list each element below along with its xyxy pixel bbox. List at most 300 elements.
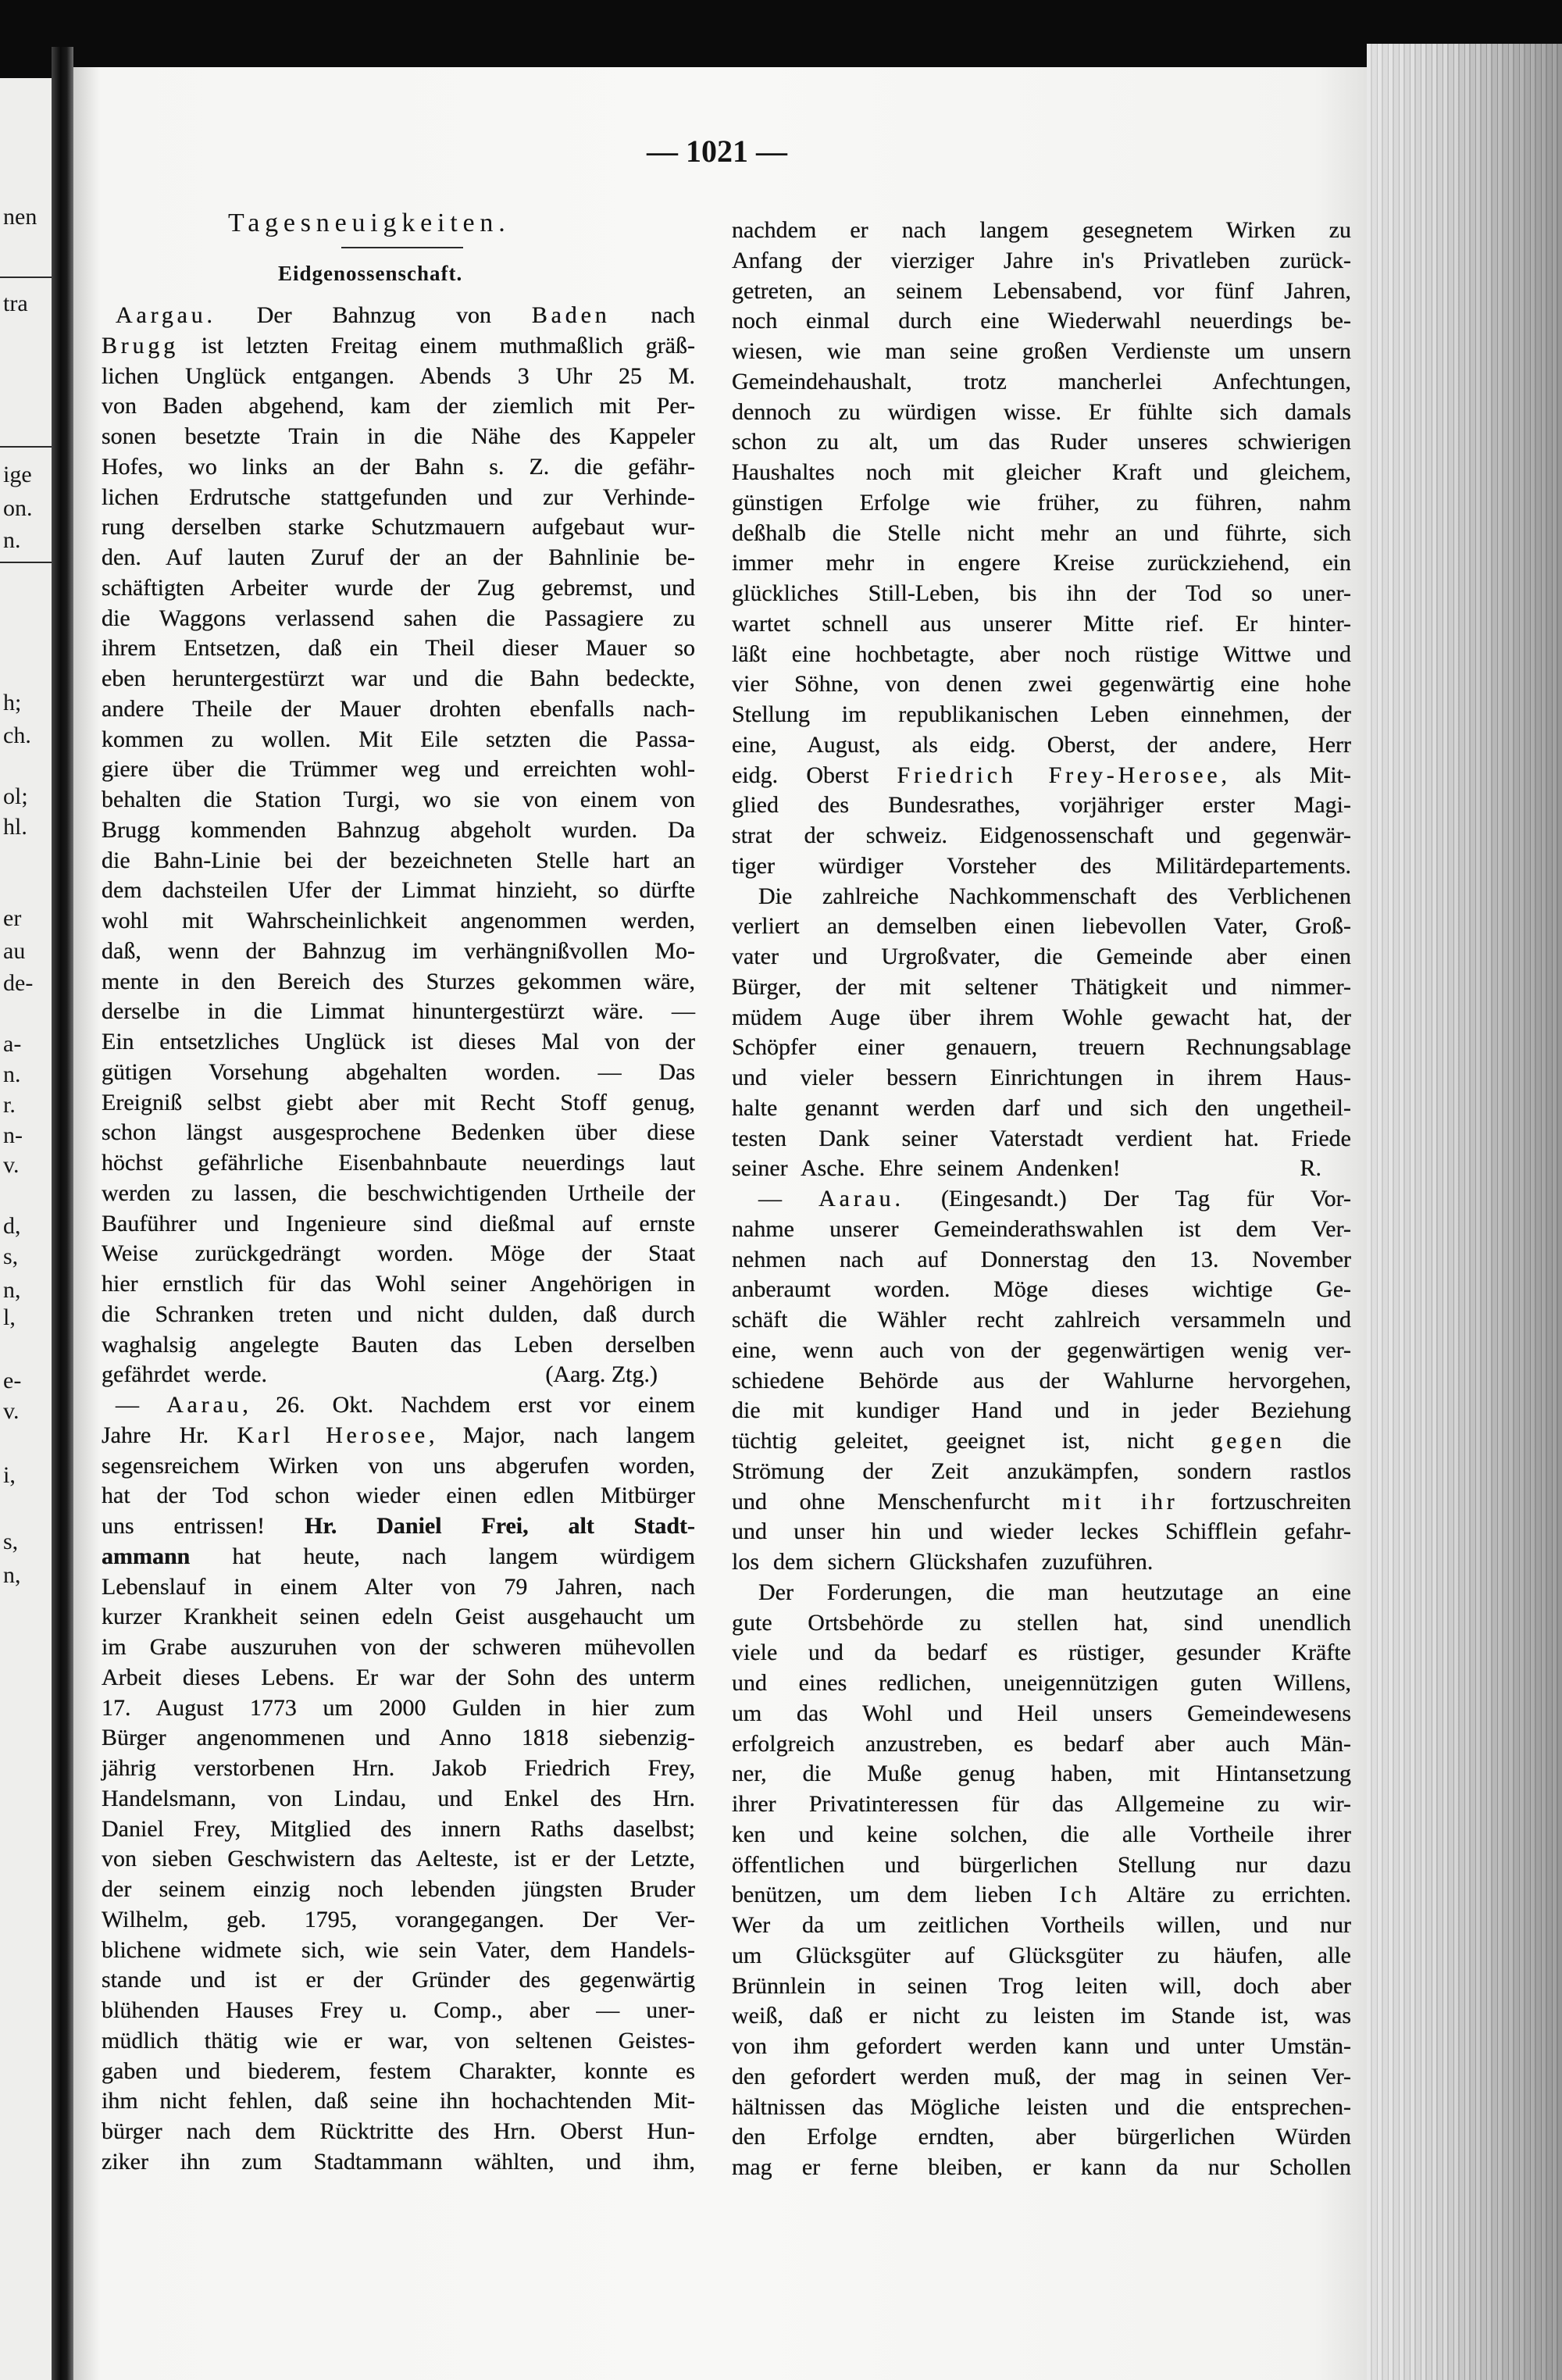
- line-text: Bürger, der mit seltener Thätigkeit und nimmer-: [732, 973, 1351, 1000]
- line-text: die: [1285, 1428, 1351, 1454]
- line-text: derselbe in die Limmat hinuntergestürzt wäre. —: [102, 998, 695, 1025]
- right-column-line: [732, 1154, 1351, 1184]
- left-column-line: [102, 1905, 695, 1936]
- line-text: , als Mit-: [1221, 762, 1351, 788]
- line-text: vier Söhne, von denen zwei gegenwärtig eine hohe: [732, 671, 1351, 698]
- right-column-line: [732, 427, 1351, 458]
- emphasized-text: gegen: [1211, 1428, 1286, 1454]
- line-text: gaben und biederem, festem Charakter, konnte es: [102, 2057, 695, 2084]
- previous-page-fragment: tra: [3, 291, 28, 316]
- line-text: um Glücksgüter auf Glücksgüter zu häufen, alle: [732, 1942, 1351, 1968]
- line-text: testen Dank seiner Vaterstadt verdient hat. Friede: [732, 1125, 1351, 1151]
- emphasized-text: Baden: [531, 302, 611, 328]
- left-column-line: [102, 1814, 695, 1845]
- line-text: seiner Asche. Ehre seinem Andenken!: [732, 1155, 1121, 1182]
- right-column-line: [732, 1094, 1351, 1124]
- right-column-line: [732, 246, 1351, 277]
- line-text: Wer da um zeitlichen Vortheils willen, und nur: [732, 1912, 1351, 1938]
- line-text: ken und keine solchen, die alle Vortheile ihrer: [732, 1821, 1351, 1847]
- line-text: weiß, daß er nicht zu leisten im Stande ist, was: [732, 2003, 1351, 2029]
- right-column-line: [732, 1911, 1351, 1941]
- line-text: Brünnlein in seinen Trog leiten will, doch aber: [732, 1972, 1351, 1999]
- line-text: gefährdet werde.: [102, 1361, 268, 1388]
- bold-text: Hr. Daniel Frei, alt Stadt-: [304, 1513, 695, 1539]
- previous-page-fragment: d,: [3, 1213, 21, 1239]
- left-column-line: [102, 815, 695, 846]
- right-column-line: [732, 548, 1351, 579]
- left-column-line: [102, 1451, 695, 1482]
- left-column-line: [102, 1239, 695, 1269]
- line-text: rung derselben starke Schutzmauern aufgebaut wur-: [102, 514, 695, 541]
- page-stack-shade: [1367, 44, 1562, 2380]
- line-text: ihrem Entsetzen, daß ein Theil dieser Mauer so: [102, 635, 695, 662]
- emphasized-text: Brugg: [102, 332, 179, 359]
- left-column-line: [102, 1179, 695, 1209]
- left-column-line: [102, 1209, 695, 1240]
- line-text: Jahre Hr.: [102, 1422, 237, 1448]
- previous-page-fragment: n-: [3, 1122, 23, 1148]
- line-text: höchst gefährliche Eisenbahnbaute neuerdings laut: [102, 1150, 695, 1176]
- right-column-line: [732, 2062, 1351, 2093]
- left-column-line: [102, 301, 695, 331]
- section-subtitle: Eidgenossenschaft.: [278, 262, 463, 285]
- line-text: müdem Auge über ihrem Wohle gewacht hat, der: [732, 1004, 1351, 1030]
- right-column-line: [732, 1184, 1351, 1215]
- line-text: Schöpfer einer genauern, treuern Rechnungsablage: [732, 1034, 1351, 1061]
- line-text: blühenden Hauses Frey u. Comp., aber — uner-: [102, 1997, 695, 2023]
- emphasized-text: Aarau.: [818, 1186, 904, 1211]
- line-text: schon zu alt, um das Ruder unseres schwierigen: [732, 429, 1351, 455]
- right-column-line: [732, 1729, 1351, 1760]
- line-text: Stellung im republikanischen Leben einnehmen, der: [732, 701, 1351, 727]
- line-text: von Baden abgehend, kam der ziemlich mit Per-: [102, 393, 695, 419]
- left-column-line: [102, 1875, 695, 1905]
- line-text: günstigen Erfolge wie früher, zu führen, nahm: [732, 489, 1351, 516]
- left-column-line: [102, 694, 695, 725]
- right-column-line: [732, 1275, 1351, 1305]
- left-column-line: [102, 633, 695, 664]
- left-column-line: [102, 937, 695, 967]
- right-column-line: [732, 669, 1351, 700]
- line-text: , Major, nach langem: [428, 1422, 695, 1448]
- emphasized-text: Aargau.: [116, 302, 216, 328]
- left-column-line: [102, 452, 695, 483]
- line-text: viele und da bedarf es rüstiger, gesunder Kräfte: [732, 1640, 1351, 1666]
- right-column-line: [732, 821, 1351, 851]
- line-text: bürger nach dem Rücktritte des Hrn. Oberst Hun-: [102, 2118, 695, 2144]
- line-text: eine, August, als eidg. Oberst, der andere, Herr: [732, 731, 1351, 758]
- line-text: Ereigniß selbst giebt aber mit Recht Stoff genug,: [102, 1089, 695, 1115]
- line-text: eben heruntergestürzt war und die Bahn bedeckte,: [102, 665, 695, 691]
- line-text: gute Ortsbehörde zu stellen hat, sind unendlich: [732, 1609, 1351, 1636]
- left-column-line: [102, 422, 695, 452]
- line-text: Brugg kommenden Bahnzug abgeholt wurden. Da: [102, 816, 695, 843]
- left-column-line: [102, 2057, 695, 2087]
- right-column-line: [732, 1366, 1351, 1397]
- previous-page-fragment: l,: [3, 1304, 16, 1330]
- right-column-line: [732, 1396, 1351, 1426]
- left-column-line: [102, 906, 695, 937]
- line-text: vater und Urgroßvater, die Gemeinde aber einen: [732, 944, 1351, 969]
- line-text: schäft die Wähler recht zahlreich versammeln und: [732, 1307, 1351, 1333]
- right-column-line: [732, 2093, 1351, 2123]
- line-text: Die zahlreiche Nachkommenschaft des Verblichenen: [758, 883, 1351, 909]
- left-column-line: [102, 876, 695, 906]
- line-text: Lebenslauf in einem Alter von 79 Jahren, nach: [102, 1573, 695, 1600]
- page-number: — 1021 —: [647, 134, 787, 169]
- line-text: eidg. Oberst: [732, 762, 897, 788]
- line-text: Handelsmann, von Lindau, und Enkel des Hrn.: [102, 1785, 695, 1811]
- right-column-line: [732, 306, 1351, 337]
- previous-page-fragment: n.: [3, 527, 21, 553]
- previous-page-fragment: nen: [3, 204, 37, 230]
- right-column-line: [732, 1850, 1351, 1881]
- right-column-line: [732, 700, 1351, 730]
- line-text: daß, wenn der Bahnzug im verhängnißvollen Mo-: [102, 937, 695, 964]
- right-column-line: [732, 730, 1351, 761]
- right-column-line: [732, 1578, 1351, 1608]
- left-column-line: [102, 512, 695, 543]
- right-column-line: [732, 609, 1351, 640]
- left-column-line: [102, 1693, 695, 1724]
- line-text: hier ernstlich für das Wohl seiner Angehörigen in: [102, 1271, 695, 1297]
- left-column-line: [102, 664, 695, 694]
- line-text: anberaumt worden. Möge dieses wichtige Ge-: [732, 1276, 1351, 1303]
- right-column-line: [732, 1880, 1351, 1911]
- line-text: werden zu lassen, die beschwichtigenden Urtheile der: [102, 1179, 695, 1206]
- line-text: von ihm gefordert werden kann und unter Umstän-: [732, 2033, 1351, 2059]
- line-end-note: R.: [1300, 1155, 1321, 1182]
- previous-page-fragment: ol;: [3, 783, 28, 809]
- line-text: die Schranken treten und nicht dulden, daß durch: [102, 1301, 695, 1327]
- right-column-line: [732, 1245, 1351, 1276]
- right-column-line: [732, 1668, 1351, 1699]
- line-text: strat der schweiz. Eidgenossenschaft und gegenwär-: [732, 822, 1351, 848]
- left-column-line: [102, 543, 695, 573]
- line-text: Bauführer und Ingenieure sind dießmal auf ernste: [102, 1210, 695, 1236]
- left-column-line: [102, 362, 695, 392]
- previous-page-fragment: a-: [3, 1031, 22, 1057]
- left-column-line: [102, 1360, 695, 1390]
- left-column-line: [102, 1027, 695, 1058]
- line-text: ihm nicht fehlen, daß seine ihn hochachtenden Mit-: [102, 2088, 695, 2114]
- line-text: (Eingesandt.) Der Tag für Vor-: [904, 1186, 1351, 1211]
- line-text: Der Bahnzug von: [216, 302, 532, 328]
- line-text: die mit kundiger Hand und in jeder Beziehung: [732, 1397, 1351, 1424]
- line-text: fortzuschreiten: [1178, 1488, 1351, 1515]
- right-column-line: [732, 882, 1351, 912]
- left-column-line: [102, 2147, 695, 2178]
- right-column-line: [732, 640, 1351, 670]
- line-text: hat heute, nach langem würdigem: [190, 1543, 695, 1569]
- line-text: Bürger angenommenen und Anno 1818 siebenzig-: [102, 1725, 695, 1751]
- right-column-line: [732, 851, 1351, 882]
- right-column-line: [732, 216, 1351, 246]
- previous-page-fragment: hl.: [3, 814, 27, 840]
- emphasized-text: Friedrich Frey-Herosee: [897, 762, 1221, 788]
- right-column-line: [732, 1426, 1351, 1457]
- line-text: glückliches Still-Leben, bis ihn der Tod so uner-: [732, 580, 1351, 606]
- line-text: lichen Erdrutsche stattgefunden und zur Verhinde-: [102, 483, 695, 510]
- left-column-line: [102, 967, 695, 997]
- left-column-line: [102, 1572, 695, 1603]
- left-column-line: [102, 755, 695, 785]
- line-text: und ohne Menschenfurcht: [732, 1488, 1062, 1515]
- line-text: waghalsig angelegte Bauten das Leben derselben: [102, 1331, 695, 1358]
- line-text: dennoch zu würdigen wisse. Er fühlte sich damals: [732, 398, 1351, 425]
- line-text: nach: [610, 302, 695, 328]
- line-text: um das Wohl und Heil unsers Gemeindewesens: [732, 1700, 1351, 1726]
- line-text: deßhalb die Stelle nicht mehr an und führte, sich: [732, 519, 1351, 546]
- line-text: ihrer Privatinteressen für das Allgemeine zu wir-: [732, 1791, 1351, 1817]
- line-text: kommen zu wollen. Mit Eile setzten die Passa-: [102, 726, 695, 752]
- line-text: nahme unserer Gemeinderathswahlen ist dem Ver-: [732, 1215, 1351, 1242]
- line-text: benützen, um dem lieben: [732, 1882, 1060, 1908]
- line-text: die Bahn-Linie bei der bezeichneten Stelle hart an: [102, 847, 695, 873]
- right-column-line: [732, 1457, 1351, 1487]
- left-column-line: [102, 1542, 695, 1572]
- left-column-line: [102, 1936, 695, 1966]
- previous-page-fragment: au: [3, 938, 26, 964]
- left-column-line: [102, 1844, 695, 1875]
- emphasized-text: mit ihr: [1061, 1488, 1179, 1515]
- line-text: jährig verstorbenen Hrn. Jakob Friedrich Frey,: [102, 1755, 695, 1781]
- line-text: 17. August 1773 um 2000 Gulden in hier zum: [102, 1694, 695, 1721]
- line-text: eine, wenn auch von der gegenwärtigen wenig ver-: [732, 1336, 1351, 1363]
- line-text: schäftigten Arbeiter wurde der Zug gebremst, und: [102, 574, 695, 601]
- line-text: wartet schnell aus unserer Mitte rief. Er hinter-: [732, 610, 1351, 637]
- line-text: Weise zurückgedrängt worden. Möge der Staat: [102, 1240, 695, 1267]
- left-column-line: [102, 1300, 695, 1330]
- line-text: —: [758, 1186, 819, 1211]
- line-text: Altäre zu errichten.: [1100, 1882, 1351, 1908]
- left-column-line: [102, 2086, 695, 2117]
- left-column-line: [102, 1723, 695, 1754]
- right-column-line: [732, 458, 1351, 488]
- left-column-line: [102, 483, 695, 513]
- previous-page-fragment: e-: [3, 1368, 22, 1393]
- line-text: und unser hin und wieder leckes Schifflein gefahr-: [732, 1518, 1351, 1545]
- line-text: uns entrissen!: [102, 1513, 305, 1539]
- left-column-line: [102, 1118, 695, 1148]
- line-text: sonen besetzte Train in die Nähe des Kappeler: [102, 423, 695, 449]
- line-text: erfolgreich anzustreben, es bedarf aber auch Män-: [732, 1730, 1351, 1757]
- left-column-line: [102, 604, 695, 634]
- left-column-line: [102, 2026, 695, 2057]
- line-text: den. Auf lauten Zuruf der an der Bahnlinie be-: [102, 544, 695, 570]
- left-column-line: [102, 1148, 695, 1179]
- previous-page-fragment: s,: [3, 1244, 19, 1269]
- right-column-line: [732, 579, 1351, 609]
- line-text: nehmen nach auf Donnerstag den 13. November: [732, 1246, 1351, 1272]
- emphasized-text: Ich: [1059, 1882, 1101, 1908]
- line-text: segensreichem Wirken von uns abgerufen worden,: [102, 1452, 695, 1479]
- left-column-line: [102, 1965, 695, 1996]
- line-text: —: [116, 1392, 167, 1418]
- line-text: mag er ferne bleiben, er kann da nur Schollen: [732, 2154, 1351, 2180]
- right-column-line: [732, 398, 1351, 428]
- right-column-line: [732, 277, 1351, 307]
- left-column-line: [102, 391, 695, 422]
- line-text: wiesen, wie man seine großen Verdienste um unsern: [732, 338, 1351, 364]
- right-column-line: [732, 912, 1351, 942]
- left-column-line: [102, 1784, 695, 1814]
- right-column-line: [732, 1487, 1351, 1518]
- line-text: kurzer Krankheit seinen edeln Geist ausgehaucht um: [102, 1604, 695, 1630]
- line-text: los dem sichern Glückshafen zuzuführen.: [732, 1549, 1154, 1575]
- right-column-line: [732, 1305, 1351, 1336]
- line-end-note: (Aarg. Ztg.): [545, 1361, 658, 1388]
- previous-page-fragment: v.: [3, 1398, 20, 1424]
- left-column-line: [102, 846, 695, 876]
- right-column-line: [732, 2001, 1351, 2032]
- line-text: halte genannt werden darf und sich den ungetheil-: [732, 1094, 1351, 1121]
- right-column-line: [732, 367, 1351, 398]
- left-column-line: [102, 1632, 695, 1663]
- right-column-line: [732, 1789, 1351, 1820]
- line-text: ziker ihn zum Stadtammann wählten, und ihm,: [102, 2148, 695, 2175]
- line-text: ist letzten Freitag einem muthmaßlich gräß-: [179, 332, 695, 359]
- line-text: hat der Tod schon wieder einen edlen Mitbürger: [102, 1483, 695, 1509]
- line-text: , 26. Okt. Nachdem erst vor einem: [242, 1392, 695, 1418]
- line-text: mente in den Bereich des Sturzes gekommen wäre,: [102, 968, 695, 994]
- left-column-line: [102, 1058, 695, 1088]
- left-column-line: [102, 1088, 695, 1119]
- line-text: andere Theile der Mauer drohten ebenfalls nach-: [102, 695, 695, 722]
- right-column-line: [732, 1124, 1351, 1154]
- line-text: Hofes, wo links an der Bahn s. Z. die gefähr-: [102, 453, 695, 480]
- right-column-line: [732, 790, 1351, 821]
- line-text: im Grabe auszuruhen von der schweren mühevollen: [102, 1634, 695, 1660]
- left-column-line: [102, 1663, 695, 1693]
- right-column-line: [732, 972, 1351, 1003]
- left-column-line: [102, 1390, 695, 1421]
- line-text: verliert an demselben einen liebevollen Vater, Groß-: [732, 913, 1351, 940]
- line-text: lichen Unglück entgangen. Abends 3 Uhr 25 M.: [102, 362, 695, 389]
- right-column-line: [732, 1820, 1351, 1850]
- left-column-line: [102, 1754, 695, 1784]
- line-text: den Erfolge erndten, aber bürgerlichen Würden: [732, 2124, 1351, 2150]
- line-text: Gemeindehaushalt, trotz mancherlei Anfechtungen,: [732, 368, 1351, 394]
- right-column-line: [732, 1608, 1351, 1639]
- line-text: öffentlichen und bürgerlichen Stellung nur dazu: [732, 1851, 1351, 1878]
- line-text: ner, die Muße genug haben, mit Hintansetzung: [732, 1761, 1351, 1787]
- line-text: der seinem einzig noch lebenden jüngsten Bruder: [102, 1876, 695, 1902]
- previous-page-fragment: ige: [3, 462, 32, 487]
- right-column-line: [732, 1215, 1351, 1245]
- line-text: und eines redlichen, uneigennützigen guten Willens,: [732, 1670, 1351, 1696]
- left-column-line: [102, 997, 695, 1027]
- left-column-line: [102, 1330, 695, 1361]
- previous-page-fragment: on.: [3, 495, 33, 521]
- previous-page-fragment: n.: [3, 1062, 21, 1087]
- right-column-line: [732, 337, 1351, 367]
- left-column-line: [102, 573, 695, 604]
- line-text: läßt eine hochbetagte, aber noch rüstige Wittwe und: [732, 640, 1351, 667]
- left-column-line: [102, 331, 695, 362]
- line-text: getreten, an seinem Lebensabend, vor fünf Jahren,: [732, 277, 1351, 304]
- left-column-line: [102, 1602, 695, 1632]
- line-text: die Waggons verlassend sahen die Passagiere zu: [102, 605, 695, 631]
- line-text: wohl mit Wahrscheinlichkeit angenommen werden,: [102, 908, 695, 933]
- line-text: dem dachsteilen Ufer der Limmat hinzieht, so dürfte: [102, 877, 695, 904]
- line-text: schiedene Behörde aus der Wahlurne hervorgehen,: [732, 1367, 1351, 1393]
- left-column-line: [102, 1481, 695, 1511]
- right-column-line: [732, 1638, 1351, 1668]
- line-text: Der Forderungen, die man heutzutage an eine: [758, 1579, 1351, 1605]
- line-text: Haushaltes noch mit gleicher Kraft und gleichem,: [732, 459, 1351, 485]
- section-title: Tagesneuigkeiten.: [228, 209, 511, 237]
- right-column-line: [732, 1547, 1351, 1578]
- line-text: behalten die Station Turgi, wo sie von einem von: [102, 787, 695, 812]
- previous-page-fragment: s,: [3, 1529, 19, 1554]
- left-column-line: [102, 725, 695, 755]
- previous-page-fragment: n,: [3, 1277, 21, 1303]
- right-column-line: [732, 1003, 1351, 1033]
- right-column-line: [732, 1941, 1351, 1971]
- right-column-line: [732, 488, 1351, 519]
- left-column-line: [102, 2117, 695, 2147]
- left-column-line: [102, 1421, 695, 1451]
- line-text: blichene widmete sich, wie sein Vater, dem Handels-: [102, 1936, 695, 1963]
- line-text: gütigen Vorsehung abgehalten worden. — Das: [102, 1058, 695, 1085]
- right-column-line: [732, 1517, 1351, 1547]
- left-column: [102, 301, 695, 2178]
- line-text: Daniel Frey, Mitglied des innern Raths daselbst;: [102, 1815, 695, 1842]
- previous-page-fragment: n,: [3, 1562, 21, 1588]
- right-column-line: [732, 1063, 1351, 1094]
- previous-page-fragment: i,: [3, 1462, 16, 1488]
- line-text: giere über die Trümmer weg und erreichten wohl-: [102, 756, 695, 783]
- previous-page-fragments: [0, 0, 52, 2380]
- left-column-line: [102, 1511, 695, 1542]
- line-text: Ein entsetzliches Unglück ist dieses Mal von der: [102, 1029, 695, 1054]
- line-text: tiger würdiger Vorsteher des Militärdepartements.: [732, 852, 1351, 879]
- line-text: Arbeit dieses Lebens. Er war der Sohn des unterm: [102, 1664, 695, 1690]
- title-rule: [341, 247, 463, 248]
- right-column-line: [732, 1336, 1351, 1366]
- right-column: [732, 216, 1351, 2183]
- line-text: glied des Bundesrathes, vorjähriger erster Magi-: [732, 792, 1351, 819]
- line-text: immer mehr in engere Kreise zurückziehend, ein: [732, 550, 1351, 576]
- right-column-line: [732, 2032, 1351, 2062]
- previous-page-fragment: ch.: [3, 723, 31, 748]
- right-column-line: [732, 1759, 1351, 1789]
- line-text: stande und ist er der Gründer des gegenwärtig: [102, 1967, 695, 1993]
- bold-text: ammann: [102, 1543, 191, 1569]
- line-text: von sieben Geschwistern das Aelteste, ist er der Letzte,: [102, 1846, 695, 1872]
- right-column-line: [732, 519, 1351, 549]
- line-text: Wilhelm, geb. 1795, vorangegangen. Der Ver-: [102, 1906, 695, 1932]
- line-text: hältnissen das Mögliche leisten und die entsprechen-: [732, 2093, 1351, 2120]
- line-text: müdlich thätig wie er war, von seltenen Geistes-: [102, 2027, 695, 2054]
- left-column-line: [102, 1269, 695, 1300]
- line-text: noch einmal durch eine Wiederwahl neuerdings be-: [732, 308, 1351, 334]
- emphasized-text: Karl Herosee: [237, 1422, 429, 1448]
- line-text: den gefordert werden muß, der mag in seinen Ver-: [732, 2063, 1351, 2089]
- previous-page-fragment: v.: [3, 1152, 20, 1178]
- right-column-line: [732, 1033, 1351, 1063]
- previous-page-fragment: r.: [3, 1092, 16, 1118]
- line-text: nachdem er nach langem gesegnetem Wirken zu: [732, 217, 1351, 243]
- right-column-line: [732, 2153, 1351, 2183]
- line-text: Anfang der vierziger Jahre in's Privatleben zurück-: [732, 247, 1351, 273]
- line-text: und vieler bessern Einrichtungen in ihrem Haus-: [732, 1065, 1351, 1090]
- previous-page-fragment: er: [3, 905, 22, 931]
- right-column-line: [732, 761, 1351, 791]
- left-column-line: [102, 785, 695, 815]
- previous-page-fragment: h;: [3, 690, 22, 715]
